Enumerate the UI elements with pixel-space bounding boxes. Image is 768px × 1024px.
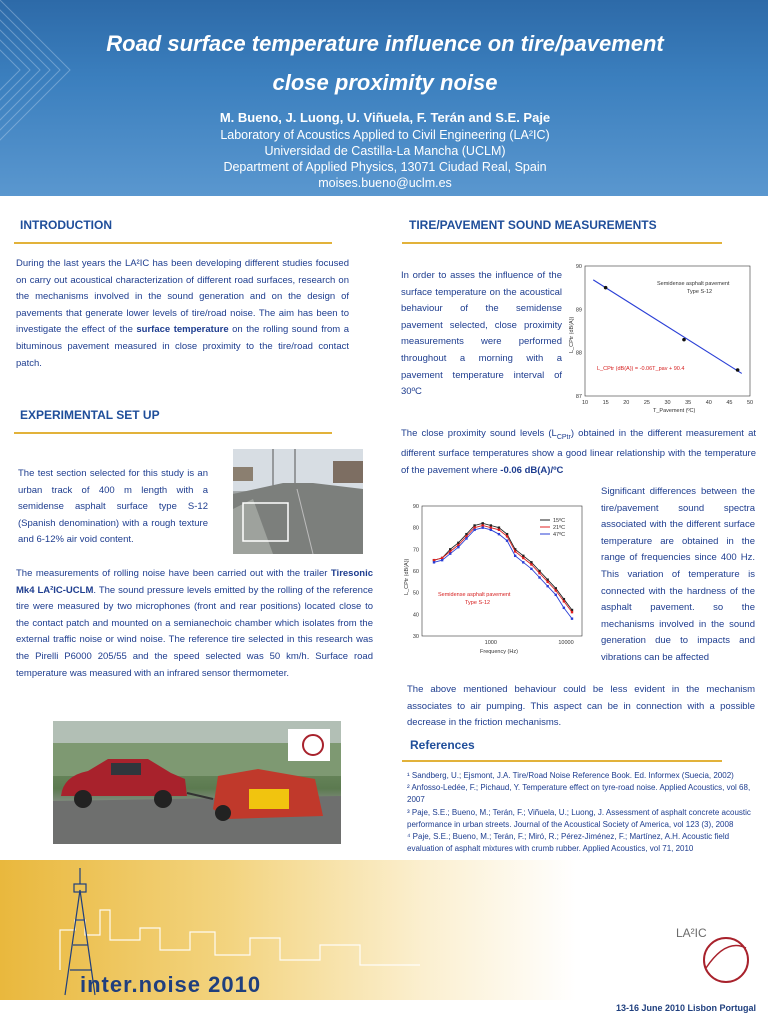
- y-tick-label: 90: [575, 264, 582, 270]
- x-axis-label: Frequency (Hz): [480, 649, 518, 655]
- chart-2-svg: [400, 500, 590, 658]
- series-marker: [514, 550, 516, 552]
- setup-text-2: The measurements of rolling noise have been carried out with the trailer Tiresonic Mk4 LA²IC-UCLM. The sound pressure levels emitted by the rolling of the reference tire were measured by two microphones (front and rear positions) located close to the contact patch and mounted on a semianechoic chamber which isolates from the external traffic noise or wind noise. The reference tire selected in this research was the Pirelli P6000 205/55 and the speed selected was 50 km/h. Surface road temperature was measured with an infrared sensor thermometer.: [16, 568, 373, 679]
- series-marker: [506, 535, 508, 537]
- series-marker: [546, 585, 548, 587]
- y-axis-label: L_CPtr (dB(A)): [569, 316, 575, 353]
- introduction-text: During the last years the LA²IC has been developing different studies focused on carry out acoustical characterization of different road surfaces, research on the mechanisms involved in the sound generation and on the design of pavements that generate lower levels of tire/road noise. The aim has been to investigate the effect of the surface temperature on the rolling sound from a bituminous pavement measured in close proximity to the tire/road contact patch.: [16, 258, 349, 369]
- series-marker: [546, 581, 548, 583]
- reference-item: ³ Paje, S.E.; Bueno, M.; Terán, F.; Viñuela, U.; Luong, J. Assessment of asphalt concrete acoustic performance in urban streets. Journal of the Acoustical Society of America, vol 123 (3), 2008: [407, 807, 751, 829]
- trailer-photo: [53, 721, 341, 844]
- reference-item: ² Anfosso-Ledée, F.; Pichaud, Y. Temperature effect on tyre-road noise. Applied Acoustics, vol 68, 2007: [407, 783, 751, 805]
- section-rule: [14, 432, 332, 434]
- references-heading: References: [410, 738, 475, 752]
- temperature-regression-chart: [565, 258, 755, 418]
- data-point: [736, 368, 740, 372]
- measurements-heading: TIRE/PAVEMENT SOUND MEASUREMENTS: [409, 218, 657, 232]
- y-tick-label: 80: [412, 525, 419, 532]
- y-tick-label: 90: [412, 504, 419, 510]
- series-marker: [571, 617, 573, 619]
- series-marker: [465, 537, 467, 539]
- la2ic-logo: [662, 918, 752, 988]
- x-tick-label: 50: [746, 400, 754, 406]
- x-tick-label: 1000: [484, 640, 497, 646]
- series-marker: [522, 555, 524, 557]
- x-tick-label: 10: [581, 400, 589, 406]
- introduction-heading: INTRODUCTION: [20, 218, 112, 232]
- series-marker: [530, 561, 532, 563]
- conference-name: inter.noise 2010: [80, 972, 262, 997]
- affiliation-1: Laboratory of Acoustics Applied to Civil Engineering (LA²IC): [220, 128, 550, 142]
- series-marker: [538, 576, 540, 578]
- measurements-text-1: In order to asses the influence of the surface temperature on the acoustical behaviour of the semidense pavement selected, close proximity measurements were performed throughout a morning with a pavement temperature interval of 30ºC: [401, 270, 562, 398]
- legend-label: 47ºC: [553, 532, 566, 538]
- conference-dates: 13-16 June 2010 Lisbon Portugal: [615, 1003, 756, 1013]
- legend-label: 15ºC: [553, 518, 566, 524]
- data-point: [604, 286, 608, 290]
- series-line: [434, 526, 572, 613]
- y-tick-label: 87: [575, 394, 582, 400]
- setup-heading: EXPERIMENTAL SET UP: [20, 408, 160, 422]
- series-marker: [449, 550, 451, 552]
- x-tick-label: 25: [643, 400, 650, 406]
- series-marker: [498, 529, 500, 531]
- series-marker: [514, 555, 516, 557]
- poster-title: [40, 24, 730, 102]
- series-marker: [498, 526, 500, 528]
- authors: M. Bueno, J. Luong, U. Viñuela, F. Terán and S.E. Paje: [219, 110, 551, 125]
- series-marker: [473, 529, 475, 531]
- series-marker: [433, 559, 435, 561]
- series-marker: [449, 552, 451, 554]
- setup-text-1: The test section selected for this study is an urban track of 400 m length with a semidense asphalt surface type S-12 (Spanish denomination) with a rough texture and 6-12% air void content.: [18, 468, 208, 546]
- y-tick-label: 89: [575, 307, 582, 314]
- section-rule: [402, 760, 722, 762]
- legend-label: 21ºC: [553, 525, 566, 531]
- poster-header: [0, 0, 768, 196]
- series-marker: [522, 557, 524, 559]
- series-marker: [555, 594, 557, 596]
- series-marker: [490, 526, 492, 528]
- title-line-2: close proximity noise: [272, 70, 498, 95]
- affiliation-2: Universidad de Castilla-La Mancha (UCLM): [264, 144, 506, 158]
- series-marker: [563, 607, 565, 609]
- road-illustration: [233, 449, 363, 554]
- series-marker: [555, 589, 557, 591]
- series-line: [434, 528, 572, 619]
- references-list: [407, 770, 757, 855]
- series-marker: [482, 524, 484, 526]
- x-axis-label: T_Pavement (ºC): [653, 408, 696, 414]
- chart-annotation: Semidense asphalt pavement: [657, 281, 730, 287]
- x-tick-label: 40: [705, 400, 712, 406]
- y-tick-label: 88: [575, 350, 582, 357]
- series-marker: [482, 526, 484, 528]
- series-marker: [498, 533, 500, 535]
- y-axis-label: L_CPtr (dB(A)): [404, 558, 410, 595]
- series-marker: [563, 600, 565, 602]
- car-and-trailer-illustration: [53, 721, 341, 844]
- section-rule: [14, 242, 332, 244]
- series-marker: [482, 522, 484, 524]
- y-tick-label: 50: [412, 590, 419, 597]
- title-line-1: Road surface temperature influence on tire/pavement: [106, 31, 664, 56]
- series-marker: [538, 572, 540, 574]
- series-marker: [571, 611, 573, 613]
- reference-item: ⁴ Paje, S.E.; Bueno, M.; Terán, F.; Miró, R.; Pérez-Jiménez, F.; Martínez, A.H. Acoustic field evaluation of asphalt mixtures with crumb rubber. Applied Acoustics, vol 71, 2010: [407, 832, 730, 854]
- fit-line: [593, 280, 742, 374]
- series-marker: [490, 524, 492, 526]
- y-tick-label: 30: [412, 634, 419, 640]
- chart-annotation: Type S-12: [465, 600, 491, 606]
- series-marker: [506, 533, 508, 535]
- series-marker: [522, 561, 524, 563]
- chart-annotation: Type S-12: [687, 289, 713, 295]
- x-tick-label: 15: [602, 400, 609, 406]
- series-marker: [433, 561, 435, 563]
- x-tick-label: 10000: [558, 640, 574, 646]
- series-marker: [457, 546, 459, 548]
- y-tick-label: 40: [412, 612, 419, 619]
- measurements-text-4: The above mentioned behaviour could be less evident in the mechanism associates to air pumping. This aspect can be in connection with a possible decrease in the friction mechanisms.: [407, 684, 755, 729]
- affiliation-3: Department of Applied Physics, 13071 Ciudad Real, Spain: [223, 160, 547, 174]
- series-marker: [441, 557, 443, 559]
- series-marker: [473, 526, 475, 528]
- measurements-text-3: Significant differences between the tire/pavement sound spectra associated with the different surface temperature are obtained in the range of frequencies since 400 Hz. This variation of temperature is connected with the hardness of the asphalt pavement. so the mechanisms involved in the sound generation due to impacts and vibrations can be affected: [601, 486, 755, 663]
- y-tick-label: 70: [412, 547, 419, 554]
- measurements-text-2: The close proximity sound levels $(L_{CPtr})$ obtained in the different measurement at different surface temperatures show a good linear relationship with the temperature of the pavement where -0.06 dB(A)/ºC: [401, 428, 756, 477]
- series-marker: [530, 563, 532, 565]
- series-marker: [506, 539, 508, 541]
- x-tick-label: 45: [726, 400, 733, 406]
- spectra-chart: [400, 500, 590, 658]
- logo-text: LA²IC: [676, 926, 707, 940]
- x-tick-label: 30: [664, 400, 671, 406]
- road-section-photo: [233, 449, 363, 554]
- x-tick-label: 35: [685, 400, 692, 406]
- chart-1-svg: [565, 258, 755, 418]
- data-point: [682, 338, 686, 342]
- series-marker: [473, 524, 475, 526]
- section-rule: [402, 242, 722, 244]
- series-marker: [490, 529, 492, 531]
- y-tick-label: 60: [412, 569, 419, 575]
- series-marker: [530, 568, 532, 570]
- series-marker: [441, 559, 443, 561]
- series-marker: [449, 548, 451, 550]
- reference-item: ¹ Sandberg, U.; Ejsmont, J.A. Tire/Road Noise Reference Book. Ed. Informex (Suecia, 2002): [407, 771, 734, 780]
- x-tick-label: 20: [623, 400, 630, 406]
- chart-annotation: Semidense asphalt pavement: [438, 592, 511, 598]
- contact-email: moises.bueno@uclm.es: [318, 176, 452, 190]
- fit-equation: L_CPtr (dB(A)) = -0.06T_pav + 90.4: [597, 366, 685, 372]
